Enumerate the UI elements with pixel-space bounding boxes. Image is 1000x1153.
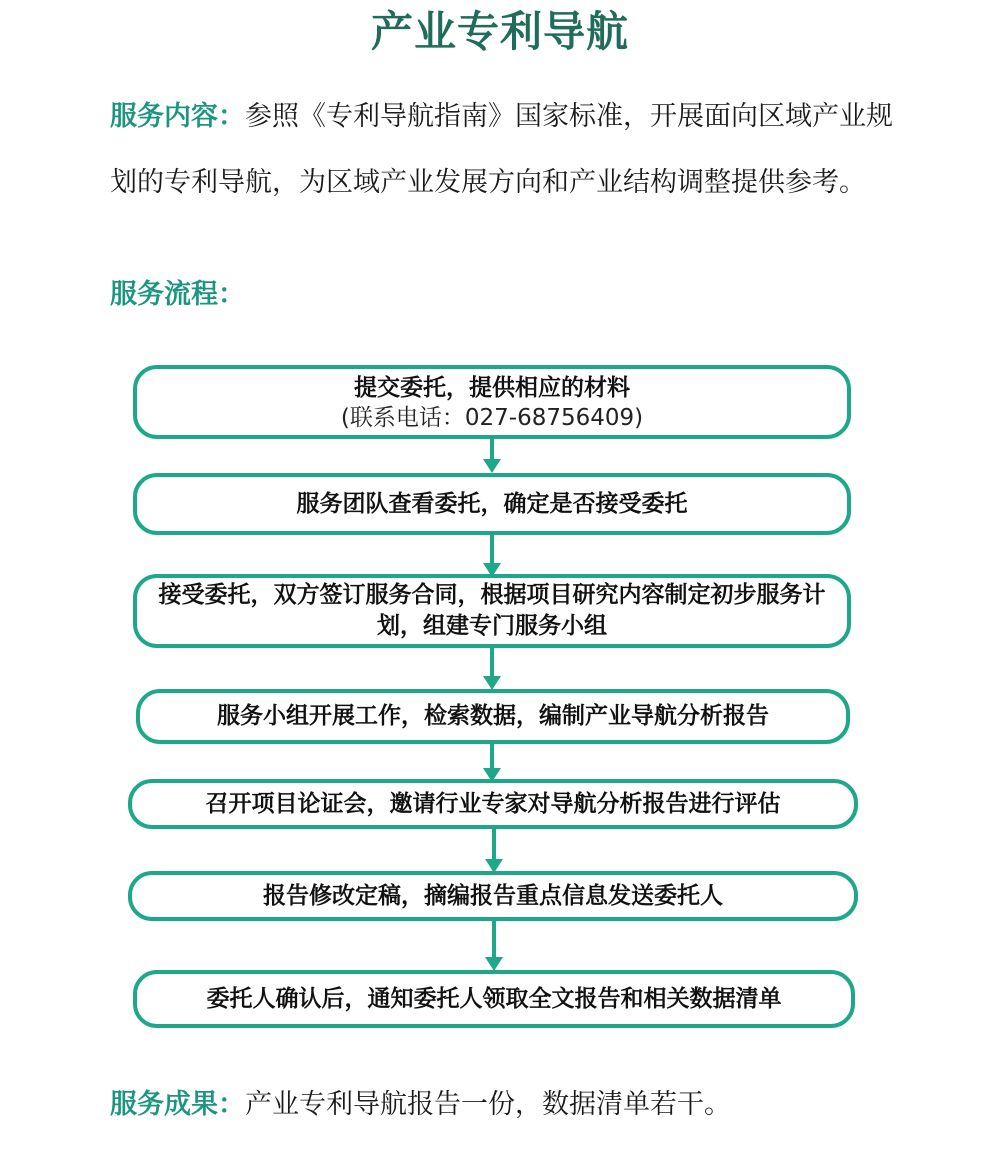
flow-arrow-1 (490, 439, 494, 461)
flow-step-1-phone: (联系电话：027-68756409) (340, 404, 644, 431)
flow-step-1-text: 提交委托，提供相应的材料 (354, 374, 630, 401)
service-content-text: 参照《专利导航指南》国家标准，开展面向区域产业规划的专利导航，为区域产业发展方向和产业结构调整提供参考。 (110, 101, 893, 198)
flow-step-5-text: 召开项目论证会，邀请行业专家对导航分析报告进行评估 (205, 790, 781, 817)
flow-arrow-5 (492, 829, 496, 861)
flow-step-6 (128, 871, 858, 921)
flow-step-3 (133, 574, 851, 648)
flow-step-7-text: 委托人确认后，通知委托人领取全文报告和相关数据清单 (206, 985, 782, 1012)
service-result-section (110, 1072, 900, 1138)
flow-arrow-4 (490, 744, 494, 770)
flow-step-2-text: 服务团队查看委托，确定是否接受委托 (296, 490, 688, 517)
flow-step-6-text: 报告修改定稿，摘编报告重点信息发送委托人 (263, 882, 723, 909)
service-process-label: 服务流程： (110, 279, 245, 310)
flow-step-4-text: 服务小组开展工作，检索数据，编制产业导航分析报告 (217, 703, 769, 729)
flow-step-2 (133, 473, 851, 535)
service-content-label: 服务内容： (110, 101, 245, 132)
flow-step-4 (136, 689, 850, 744)
flow-arrow-6 (492, 921, 496, 959)
service-result-label: 服务成果： (110, 1089, 245, 1120)
flow-step-3-text: 接受委托，双方签订服务合同，根据项目研究内容制定初步服务计划，组建专门服务小组 (158, 582, 826, 639)
flow-step-1 (133, 365, 851, 439)
flow-arrow-3 (490, 648, 494, 678)
page-title: 产业专利导航 (370, 7, 629, 56)
service-result-text: 产业专利导航报告一份，数据清单若干。 (245, 1089, 731, 1120)
flow-step-5 (128, 779, 858, 829)
flow-step-7 (133, 970, 855, 1028)
flow-arrow-2 (490, 535, 494, 565)
